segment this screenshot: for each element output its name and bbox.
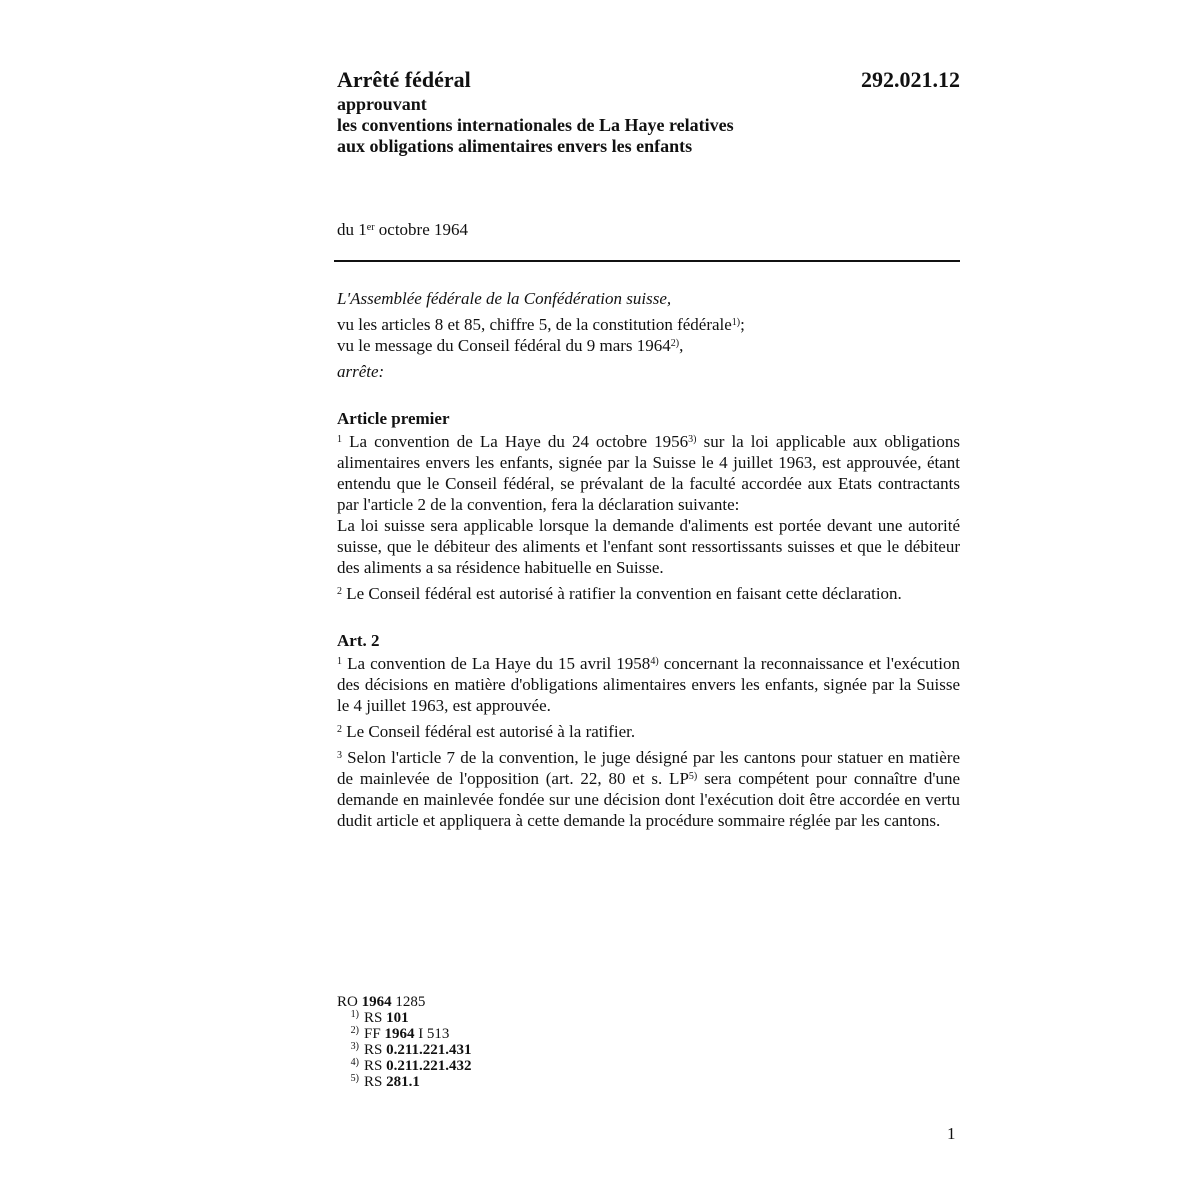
- ro-reference: [337, 994, 472, 1010]
- text: 281.1: [386, 1074, 420, 1090]
- text: ;: [740, 315, 745, 334]
- document-page: [337, 66, 961, 1090]
- document-date: [337, 220, 468, 240]
- text: concernant la reconnaissance et l'exécution des décisions en matière d'obligations alimentaires envers les enfants, signée par la Suisse le 4 juillet 1963, est approuvée.: [337, 654, 960, 715]
- document-title: Arrêté fédéral: [337, 67, 471, 92]
- article-2-para-2: [337, 721, 960, 742]
- text: 1964: [384, 1026, 415, 1042]
- article-1-para-1: [337, 431, 960, 515]
- text: 0.211.221.432: [386, 1058, 472, 1074]
- text: Selon l'article 7 de la convention, le juge désigné par les cantons pour statuer en matière de mainlevée de l'opposition (art. 22, 80 et s. LP: [337, 748, 960, 788]
- text: sur la loi applicable aux obligations alimentaires envers les enfants, signée par la Suisse le 4 juillet 1963, est approuvée, étant entendu que le Conseil fédéral, se prévalant de la faculté accordée aux Etats contractants par l'article 2 de la convention, fera la déclaration suivante:: [337, 432, 960, 514]
- document-header: [337, 66, 960, 94]
- text: I 513: [414, 1026, 450, 1042]
- text: sera compétent pour connaître d'une demande en mainlevée fondée sur une décision dont l'exécution doit être accordée en vertu dudit article et appliquera à cette demande la procédure sommaire réglée par les cantons.: [337, 769, 961, 830]
- text: Le Conseil fédéral est autorisé à la ratifier.: [342, 722, 636, 741]
- footnote-ref[interactable]: 1): [731, 317, 741, 328]
- date-sup: er: [366, 222, 375, 233]
- footnote: $^{4)}$ RS 0.211.221.432: [350, 1057, 472, 1074]
- para-number: 2: [337, 724, 342, 735]
- article-2-para-1: [337, 653, 960, 716]
- footnote: $^{3)}$ RS 0.211.221.431: [350, 1041, 472, 1058]
- date-suffix: octobre 1964: [374, 220, 469, 239]
- document-body: [337, 288, 960, 831]
- article-1-heading: Article premier: [337, 409, 450, 428]
- subtitle-line: aux obligations alimentaires envers les enfants: [337, 136, 693, 156]
- document-subtitle: [337, 94, 960, 157]
- preamble-vu2: [337, 335, 960, 356]
- text: Le Conseil fédéral est autorisé à ratifier la convention en faisant cette déclaration.: [342, 584, 902, 603]
- arrete: arrête:: [337, 362, 385, 381]
- para-number: 2: [337, 586, 342, 597]
- text: ,: [679, 336, 684, 355]
- footnote: $^{1)}$ RS 101: [350, 1009, 409, 1026]
- text: vu les articles 8 et 85, chiffre 5, de la constitution fédérale: [337, 315, 732, 334]
- text: La convention de La Haye du 15 avril 1958: [342, 654, 651, 673]
- para-number: 1: [337, 656, 342, 667]
- footnote-ref[interactable]: 3): [688, 434, 697, 445]
- article-1-para-2: [337, 583, 960, 604]
- document-number: 292.021.12: [861, 67, 960, 92]
- subtitle-line: les conventions internationales de La Haye relatives: [337, 115, 734, 135]
- date-prefix: du 1: [337, 220, 367, 239]
- para-number: 1: [337, 434, 342, 445]
- subtitle-line: approuvant: [337, 94, 427, 114]
- preamble-vu1: [337, 314, 960, 335]
- text: 0.211.221.431: [386, 1042, 472, 1058]
- text: RO: [337, 994, 362, 1010]
- text: RS: [364, 1042, 387, 1058]
- page-number: 1: [947, 1124, 956, 1143]
- text: 1285: [391, 994, 426, 1010]
- text: 101: [386, 1010, 409, 1026]
- text: La convention de La Haye du 24 octobre 1956: [342, 432, 689, 451]
- footnote: $^{2)}$ FF 1964 I 513: [350, 1025, 450, 1042]
- text: RS: [364, 1010, 387, 1026]
- footnote-ref[interactable]: 2): [670, 338, 680, 349]
- text: vu le message du Conseil fédéral du 9 mars 1964: [337, 336, 671, 355]
- divider: [334, 260, 960, 262]
- footnote: $^{5)}$ RS 281.1: [350, 1073, 420, 1090]
- article-1-declaration: La loi suisse sera applicable lorsque la demande d'aliments est portée devant une autorité suisse, que le débiteur des aliments et l'enfant sont ressortissants suisses et que le débiteur des aliments a sa résidence habituelle en Suisse.: [337, 516, 960, 577]
- para-number: 3: [337, 750, 342, 761]
- footnote-ref[interactable]: 5): [688, 771, 698, 782]
- footnotes: [337, 994, 472, 1090]
- footnote-ref[interactable]: 4): [650, 656, 659, 667]
- text: RS: [364, 1074, 387, 1090]
- article-2-heading: Art. 2: [337, 631, 380, 650]
- text: RS: [364, 1058, 387, 1074]
- article-2-para-3: [337, 747, 960, 831]
- text: FF: [364, 1026, 385, 1042]
- assembly-line: L'Assemblée fédérale de la Confédération suisse,: [337, 289, 672, 308]
- text: 1964: [361, 994, 392, 1010]
